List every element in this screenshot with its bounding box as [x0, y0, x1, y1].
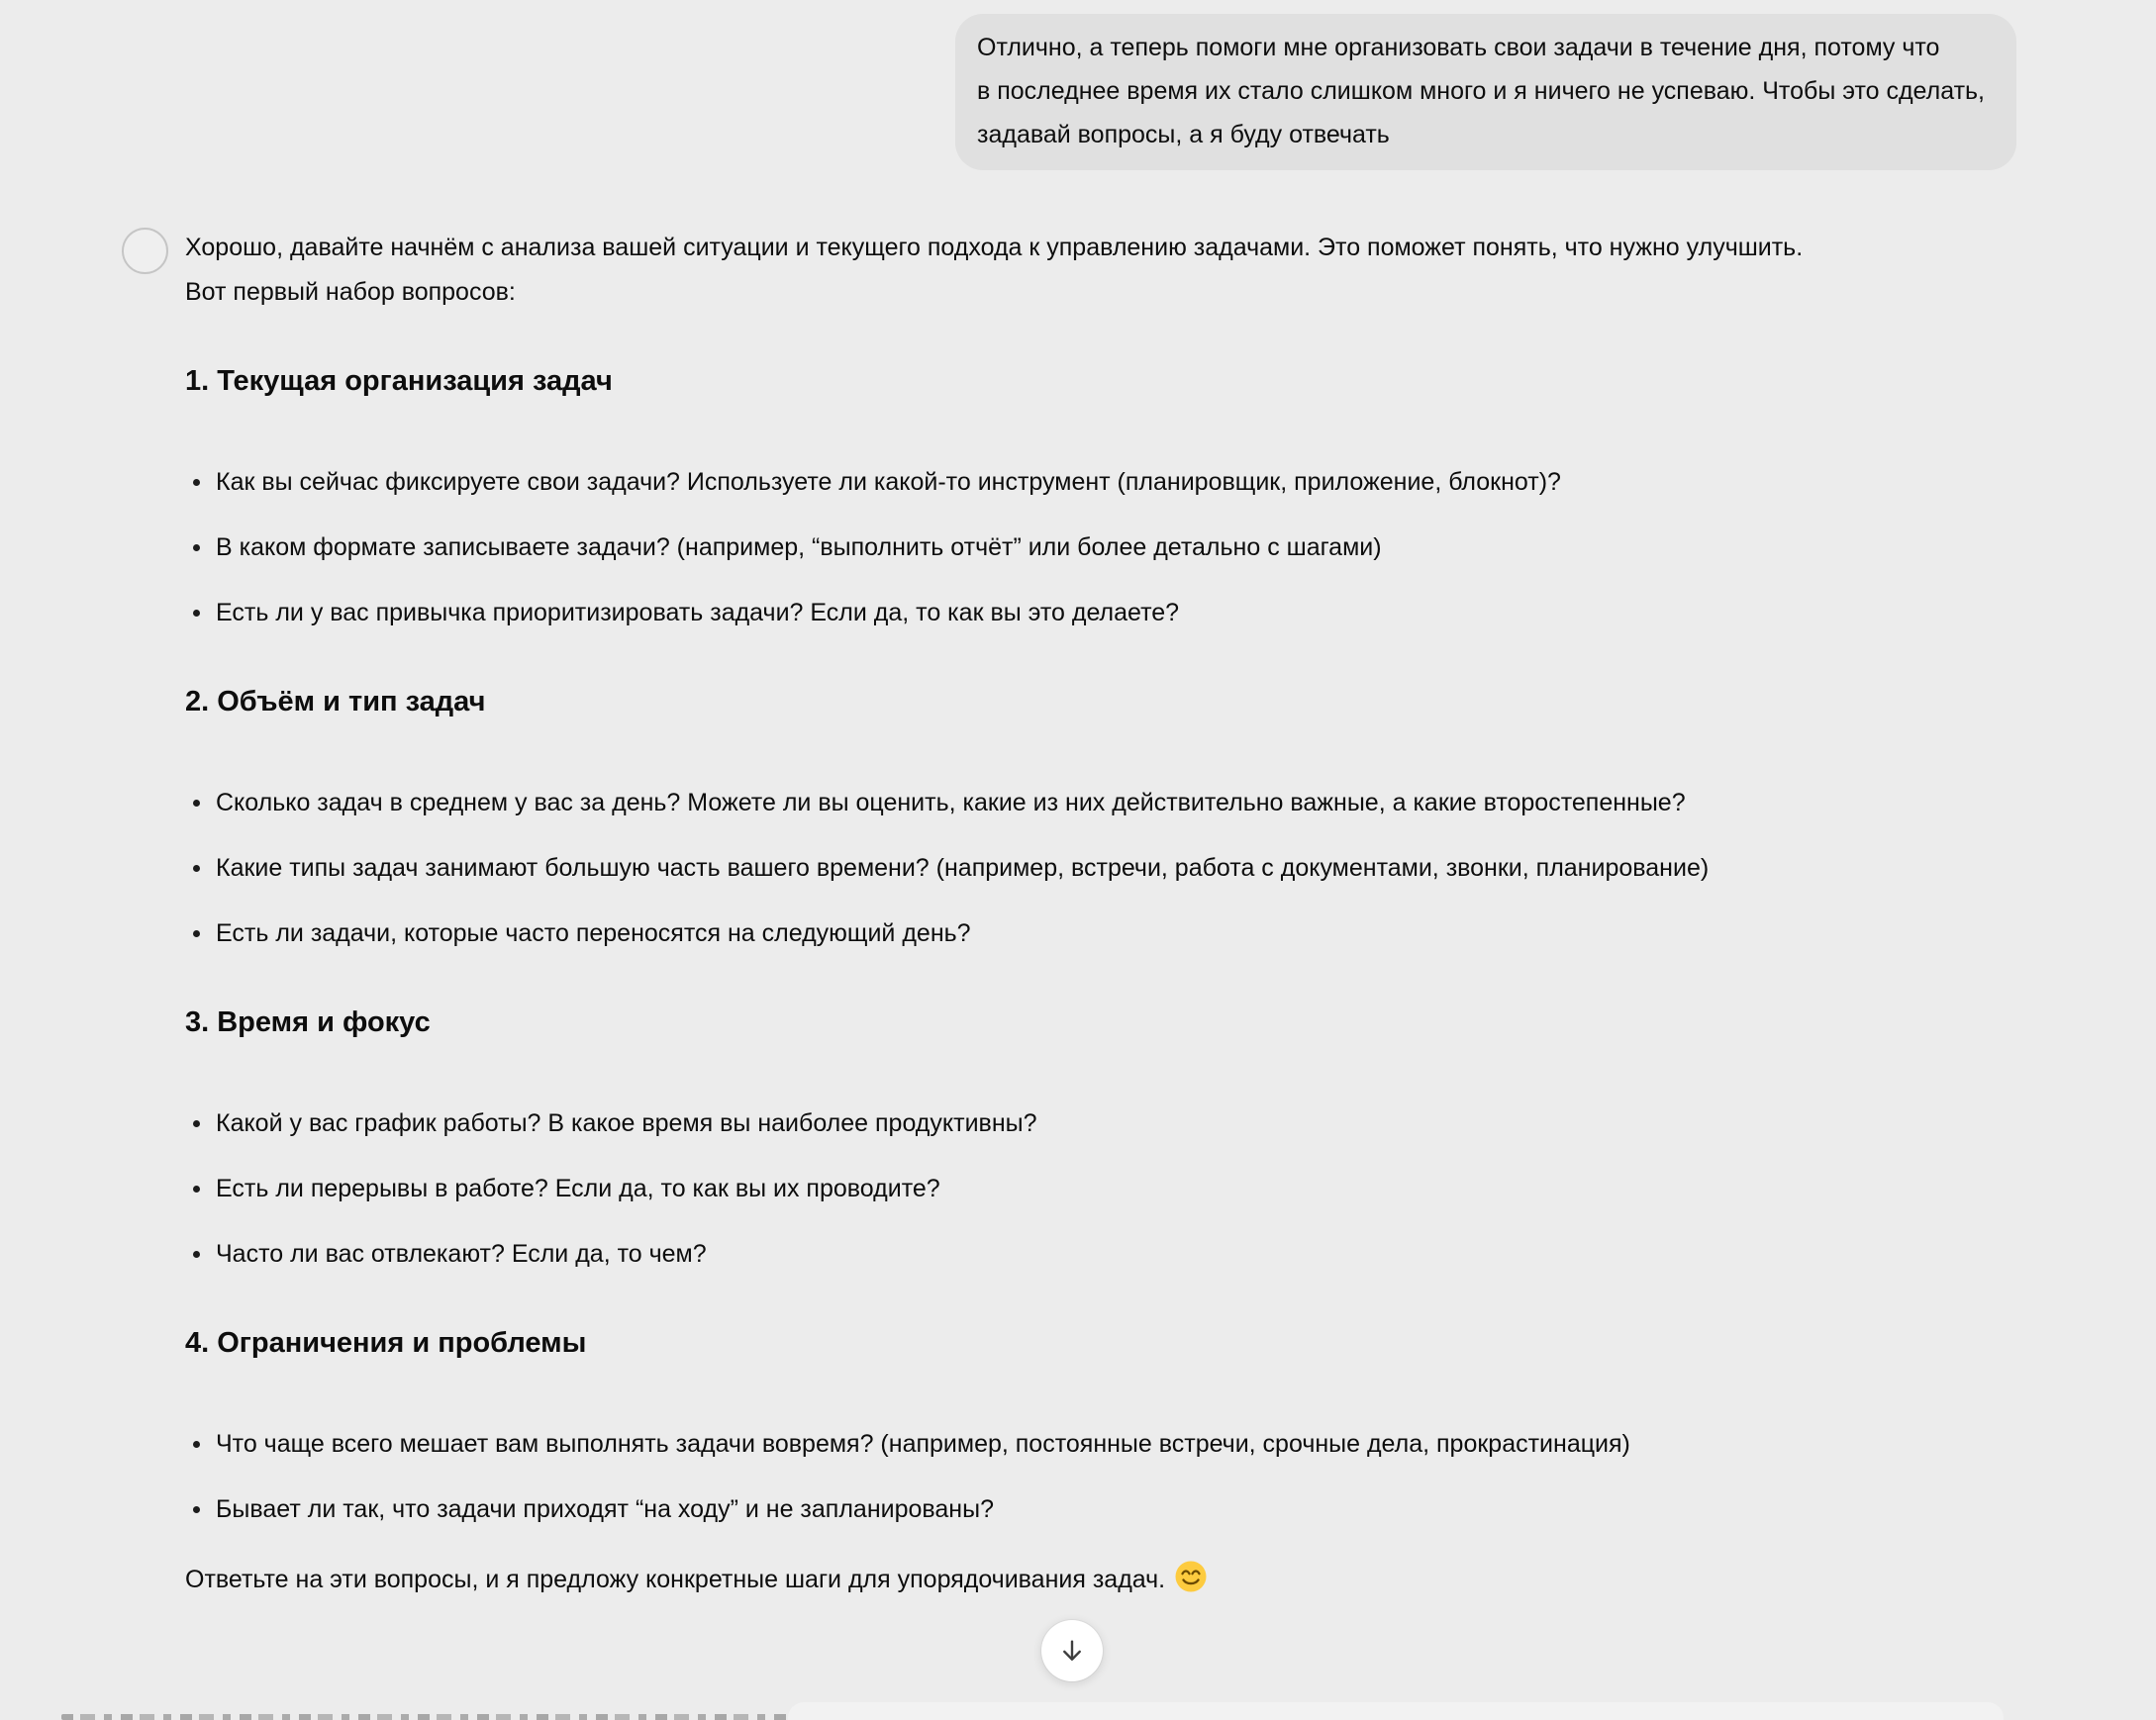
arrow-down-icon [1057, 1636, 1087, 1666]
section-heading: 4. Ограничения и проблемы [185, 1327, 587, 1359]
assistant-intro-line: Вот первый набор вопросов: [185, 278, 516, 306]
section-bullet-list [185, 781, 2017, 956]
section-bullet-list [185, 1101, 2017, 1277]
user-message-line: Отлично, а теперь помоги мне организовать свои задачи в течение дня, потому что [977, 34, 1940, 61]
section-heading: 1. Текущая организация задач [185, 365, 613, 397]
smiling-face-emoji-icon [1173, 1559, 1209, 1594]
question-section-3 [185, 1003, 2017, 1277]
bullet-item: Есть ли задачи, которые часто переносятся на следующий день? [185, 911, 2017, 956]
bullet-item: Сколько задач в среднем у вас за день? Можете ли вы оценить, какие из них действительно важные, а какие второстепенные? [185, 781, 2017, 825]
assistant-intro-line: Хорошо, давайте начнём с анализа вашей ситуации и текущего подхода к управлению задачами. Это поможет понять, что нужно улучшить. [185, 234, 1804, 261]
bullet-item: В каком формате записываете задачи? (например, “выполнить отчёт” или более детально с шагами) [185, 526, 2017, 570]
bullet-item: Какой у вас график работы? В какое время вы наиболее продуктивны? [185, 1101, 2017, 1146]
question-section-2 [185, 683, 2017, 956]
bullet-item: Часто ли вас отвлекают? Если да, то чем? [185, 1232, 2017, 1277]
question-section-4 [185, 1324, 2017, 1532]
user-message-line: задавай вопросы, а я буду отвечать [977, 121, 1390, 148]
user-message-bubble [955, 14, 2016, 170]
user-message-line: в последнее время их стало слишком много и я ничего не успеваю. Чтобы это сделать, [977, 77, 1985, 105]
bullet-item: Что чаще всего мешает вам выполнять задачи вовремя? (например, постоянные встречи, срочные дела, прокрастинация) [185, 1422, 2017, 1467]
bullet-item: Какие типы задач занимают большую часть вашего времени? (например, встречи, работа с документами, звонки, планирование) [185, 846, 2017, 891]
section-bullet-list [185, 1422, 2017, 1532]
bullet-item: Есть ли перерывы в работе? Если да, то как вы их проводите? [185, 1167, 2017, 1211]
section-heading: 3. Время и фокус [185, 1006, 431, 1038]
section-bullet-list [185, 460, 2017, 635]
assistant-message [122, 226, 2017, 1602]
assistant-closing-line [185, 1558, 2017, 1602]
section-heading: 2. Объём и тип задач [185, 686, 486, 717]
closing-text: Ответьте на эти вопросы, и я предложу конкретные шаги для упорядочивания задач. [185, 1566, 1166, 1593]
bullet-item: Есть ли у вас привычка приоритизировать задачи? Если да, то как вы это делаете? [185, 591, 2017, 635]
input-area-peek[interactable] [788, 1702, 2004, 1720]
scroll-to-bottom-button[interactable] [1041, 1620, 1103, 1681]
assistant-message-content [185, 226, 2017, 1602]
bullet-item: Бывает ли так, что задачи приходят “на ходу” и не запланированы? [185, 1487, 2017, 1532]
assistant-intro [185, 226, 2017, 315]
bullet-item: Как вы сейчас фиксируете свои задачи? Используете ли какой-то инструмент (планировщик, приложение, блокнот)? [185, 460, 2017, 505]
assistant-avatar [122, 228, 168, 274]
question-section-1 [185, 362, 2017, 635]
